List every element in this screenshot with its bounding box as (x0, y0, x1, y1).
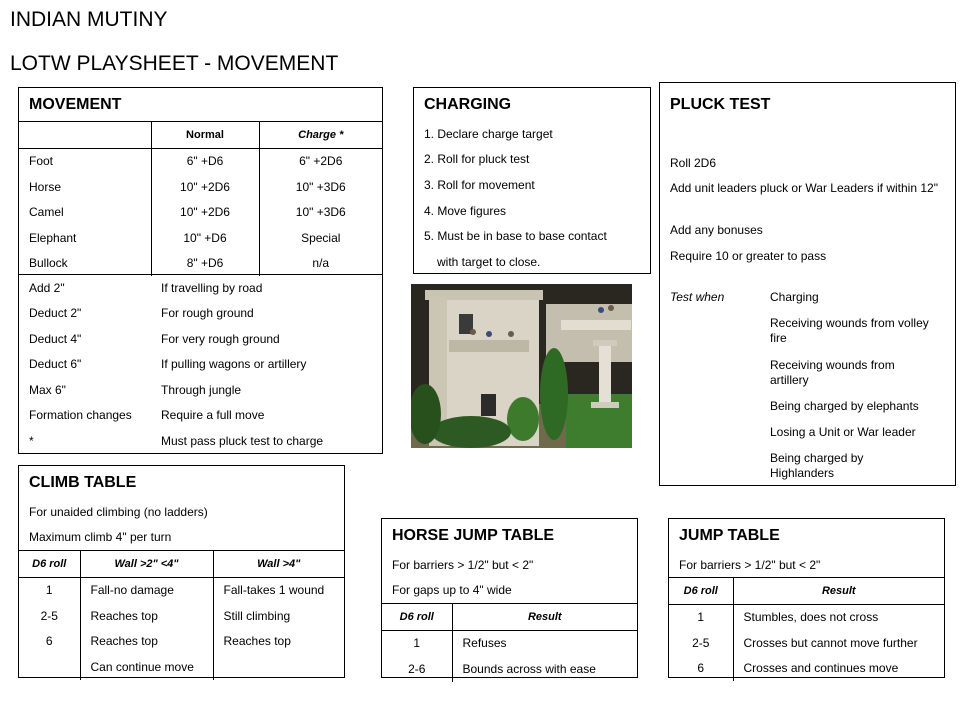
modifier-text: Require a full move (161, 408, 265, 423)
result-cell: Reaches top (213, 629, 344, 655)
table-row (19, 629, 344, 655)
unit-name: Bullock (29, 256, 68, 271)
table-row (382, 656, 637, 682)
movement-modifiers (19, 274, 382, 454)
table-row (19, 377, 382, 403)
jump-col-roll: D6 roll (683, 584, 718, 597)
charge-move: n/a (259, 251, 382, 277)
pluck-condition: Charging (770, 290, 819, 304)
table-row (19, 326, 382, 352)
pluck-condition: Being charged by elephants (770, 399, 919, 413)
table-row (19, 225, 382, 251)
pluck-condition: Losing a Unit or War leader (770, 425, 916, 439)
charging-title: CHARGING (424, 96, 512, 113)
table-row (669, 604, 944, 630)
pluck-condition: Receiving wounds from volley fire (770, 316, 929, 345)
table-row (19, 603, 344, 629)
climb-table-panel (18, 465, 345, 678)
modifier-label: Deduct 4" (29, 331, 82, 346)
movement-col-charge: Charge * (259, 122, 382, 149)
movement-col-unit (19, 122, 151, 149)
charging-step: 3. Roll for movement (424, 178, 535, 192)
jump-note: For barriers > 1/2" but < 2" (679, 558, 821, 572)
table-row (19, 200, 382, 226)
roll-cell (19, 654, 80, 680)
climb-note: Maximum climb 4" per turn (29, 530, 172, 544)
climb-title: CLIMB TABLE (29, 474, 137, 491)
climb-col-roll: D6 roll (32, 557, 67, 570)
roll-cell: 1 (413, 636, 421, 651)
table-row (19, 654, 344, 680)
jump-title: JUMP TABLE (679, 527, 780, 544)
pluck-test-panel (659, 82, 956, 486)
charging-step: 1. Declare charge target (424, 127, 553, 141)
modifier-text: For rough ground (161, 306, 254, 321)
charging-step: 4. Move figures (424, 204, 507, 218)
unit-name: Camel (29, 205, 64, 220)
pluck-line: Roll 2D6 (670, 156, 717, 170)
table-row (19, 148, 382, 174)
result-cell: Crosses and continues move (733, 656, 944, 682)
result-cell: Fall-takes 1 wound (213, 577, 344, 603)
horse-jump-note: For barriers > 1/2" but < 2" (392, 558, 534, 572)
unit-name: Elephant (29, 230, 77, 245)
charging-panel (413, 87, 651, 274)
diorama-photo (411, 284, 632, 448)
table-row (19, 577, 344, 603)
table-row (19, 301, 382, 327)
table-row (19, 251, 382, 277)
horse-jump-table (382, 603, 637, 682)
movement-title: MOVEMENT (29, 96, 122, 113)
climb-col-wall-mid: Wall >2" <4" (80, 551, 213, 578)
diorama-image (411, 284, 632, 448)
pluck-line: Require 10 or greater to pass (670, 249, 827, 263)
horse-jump-title: HORSE JUMP TABLE (392, 527, 555, 544)
unit-name: Horse (29, 179, 62, 194)
result-cell (213, 654, 344, 680)
pluck-condition: Being charged by Highlanders (770, 451, 864, 480)
horse-jump-note: For gaps up to 4" wide (392, 583, 512, 597)
roll-cell: 1 (697, 610, 705, 625)
jump-table (669, 577, 944, 681)
pluck-line: Add any bonuses (670, 223, 763, 237)
result-cell: Reaches top (80, 629, 213, 655)
roll-cell: 6 (697, 661, 705, 676)
charge-move: 10" +3D6 (259, 200, 382, 226)
modifier-text: Through jungle (161, 382, 242, 397)
modifier-label: Formation changes (29, 408, 132, 423)
test-when-label: Test when (670, 290, 725, 304)
horse-jump-col-result: Result (452, 604, 637, 631)
charge-move: 6" +2D6 (259, 148, 382, 174)
result-cell: Crosses but cannot move further (733, 630, 944, 656)
jump-table-panel (668, 518, 945, 678)
pluck-line: Add unit leaders pluck or War Leaders if within 12" (670, 181, 938, 195)
modifier-label: Max 6" (29, 382, 66, 397)
result-cell: Still climbing (213, 603, 344, 629)
page-title: INDIAN MUTINY (10, 8, 168, 31)
result-cell: Refuses (452, 630, 637, 656)
climb-table (19, 550, 344, 680)
roll-cell: 2-5 (692, 635, 710, 650)
modifier-label: * (29, 433, 34, 448)
roll-cell: 6 (45, 634, 53, 649)
movement-table (19, 121, 382, 276)
charging-step: 2. Roll for pluck test (424, 152, 530, 166)
movement-panel (18, 87, 383, 454)
charge-move: Special (259, 225, 382, 251)
unit-name: Foot (29, 154, 54, 169)
pluck-condition: Receiving wounds from artillery (770, 358, 895, 387)
modifier-text: For very rough ground (161, 331, 280, 346)
horse-jump-table-panel (381, 518, 638, 678)
table-row (19, 352, 382, 378)
page-subtitle: LOTW PLAYSHEET - MOVEMENT (10, 52, 339, 75)
modifier-label: Add 2" (29, 280, 65, 295)
modifier-text: Must pass pluck test to charge (161, 433, 324, 448)
pluck-title: PLUCK TEST (670, 96, 771, 113)
normal-move: 10" +2D6 (151, 174, 259, 200)
climb-col-wall-high: Wall >4" (213, 551, 344, 578)
horse-jump-col-roll: D6 roll (399, 610, 434, 623)
result-cell: Stumbles, does not cross (733, 604, 944, 630)
table-row (669, 656, 944, 682)
modifier-text: If pulling wagons or artillery (161, 357, 307, 372)
modifier-text: If travelling by road (161, 280, 263, 295)
roll-cell: 2-5 (40, 608, 58, 623)
table-row (19, 174, 382, 200)
table-row (19, 403, 382, 429)
roll-cell: 1 (45, 583, 53, 598)
result-cell: Can continue move (80, 654, 213, 680)
table-row (382, 630, 637, 656)
normal-move: 8" +D6 (151, 251, 259, 277)
movement-col-normal: Normal (151, 122, 259, 149)
charging-step: with target to close. (437, 255, 541, 269)
table-row (669, 630, 944, 656)
table-row (19, 275, 382, 301)
normal-move: 10" +2D6 (151, 200, 259, 226)
charging-step: 5. Must be in base to base contact (424, 229, 607, 243)
modifier-label: Deduct 2" (29, 306, 82, 321)
result-cell: Reaches top (80, 603, 213, 629)
table-row (19, 428, 382, 454)
modifier-label: Deduct 6" (29, 357, 82, 372)
jump-col-result: Result (733, 578, 944, 605)
roll-cell: 2-6 (408, 661, 426, 676)
normal-move: 10" +D6 (151, 225, 259, 251)
normal-move: 6" +D6 (151, 148, 259, 174)
climb-note: For unaided climbing (no ladders) (29, 505, 208, 519)
charge-move: 10" +3D6 (259, 174, 382, 200)
result-cell: Fall-no damage (80, 577, 213, 603)
result-cell: Bounds across with ease (452, 656, 637, 682)
